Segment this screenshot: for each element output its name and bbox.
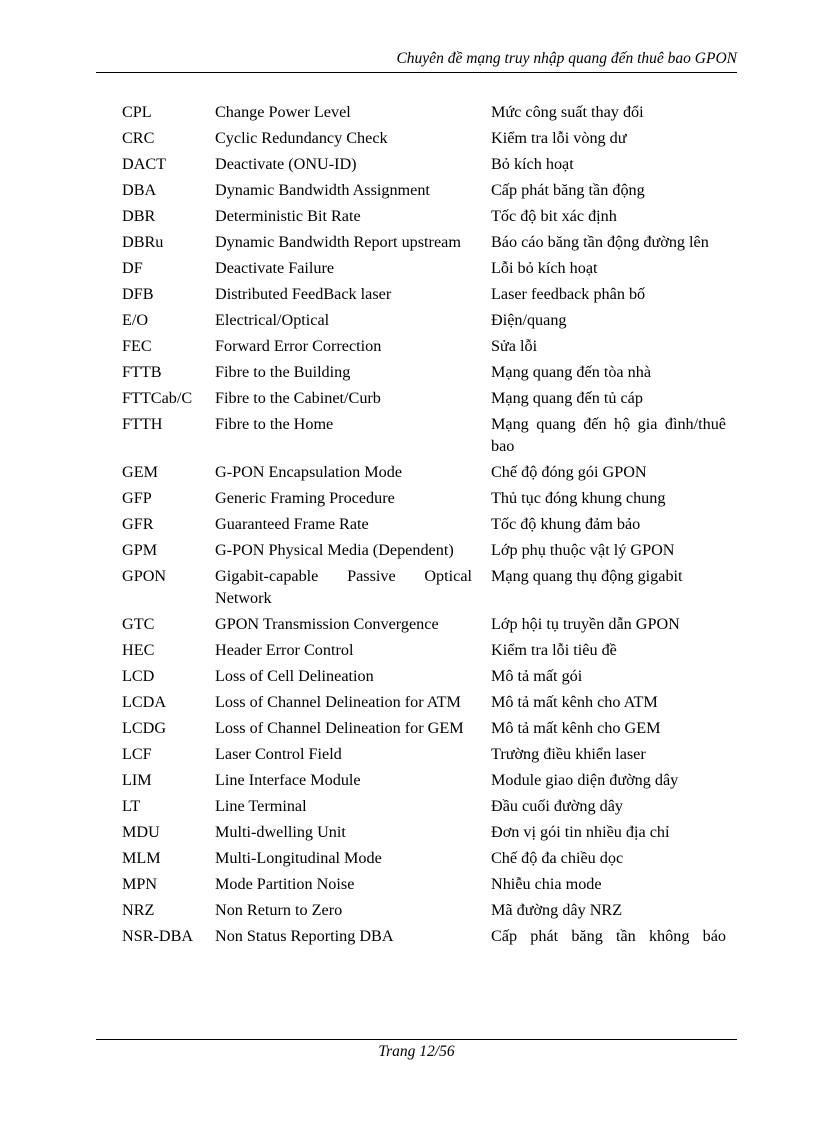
- table-row: [122, 769, 726, 795]
- abbreviation-cell: FTTH: [122, 415, 163, 433]
- table-row: [122, 665, 726, 691]
- table-row: [122, 461, 726, 487]
- english-term-cell: Non Return to Zero: [215, 901, 343, 919]
- vietnamese-term-cell: Lỗi bỏ kích hoạt: [491, 259, 598, 277]
- vietnamese-term-cell: Tốc độ khung đảm bảo: [491, 515, 641, 533]
- english-term-cell: Fibre to the Building: [215, 363, 351, 381]
- abbreviation-cell: MPN: [122, 875, 158, 893]
- english-term-cell: Fibre to the Home: [215, 415, 334, 433]
- abbreviation-table-body: [122, 101, 726, 951]
- english-term-cell: Multi-dwelling Unit: [215, 823, 346, 841]
- vietnamese-term-cell: Đơn vị gói tin nhiều địa chỉ: [491, 823, 670, 841]
- vietnamese-term-cell: Đầu cuối đường dây: [491, 797, 623, 815]
- abbreviation-table: [122, 101, 726, 951]
- vietnamese-term-cell: Mức công suất thay đổi: [491, 103, 644, 121]
- table-row: [122, 487, 726, 513]
- english-term-cell: G-PON Physical Media (Dependent): [215, 541, 454, 559]
- vietnamese-term-cell: Tốc độ bit xác định: [491, 207, 617, 225]
- abbreviation-cell: LCF: [122, 745, 152, 763]
- abbreviation-cell: LT: [122, 797, 141, 815]
- table-row: [122, 539, 726, 565]
- english-term-cell: Laser Control Field: [215, 745, 342, 763]
- vietnamese-term-cell: Điện/quang: [491, 311, 567, 329]
- table-row: [122, 101, 726, 127]
- vietnamese-term-cell: Mạng quang đến tủ cáp: [491, 389, 643, 407]
- abbreviation-cell: NRZ: [122, 901, 155, 919]
- english-term-cell: Electrical/Optical: [215, 311, 330, 329]
- vietnamese-term-cell: Mạng quang đến tòa nhà: [491, 363, 652, 381]
- vietnamese-term-cell: Cấp phát băng tần không báo: [491, 927, 726, 945]
- header-rule: [96, 72, 737, 73]
- english-term-cell: Dynamic Bandwidth Report upstream: [215, 233, 461, 251]
- table-row: [122, 717, 726, 743]
- abbreviation-cell: GPON: [122, 567, 167, 585]
- abbreviation-cell: GTC: [122, 615, 155, 633]
- table-row: [122, 413, 726, 461]
- vietnamese-term-cell: Mã đường dây NRZ: [491, 901, 623, 919]
- table-row: [122, 179, 726, 205]
- abbreviation-cell: GFP: [122, 489, 152, 507]
- vietnamese-term-cell: Mô tả mất kênh cho ATM: [491, 693, 658, 711]
- table-row: [122, 565, 726, 613]
- table-row: [122, 231, 726, 257]
- english-term-cell: Loss of Channel Delineation for ATM: [215, 693, 461, 711]
- abbreviation-cell: E/O: [122, 311, 149, 329]
- vietnamese-term-cell: Chế độ đa chiều dọc: [491, 849, 624, 867]
- vietnamese-term-cell: Mô tả mất gói: [491, 667, 583, 685]
- english-term-cell: Mode Partition Noise: [215, 875, 355, 893]
- abbreviation-cell: DBRu: [122, 233, 164, 251]
- table-row: [122, 743, 726, 769]
- vietnamese-term-cell: Trường điều khiển laser: [491, 745, 646, 763]
- english-term-cell: Dynamic Bandwidth Assignment: [215, 181, 430, 199]
- vietnamese-term-cell: Sửa lỗi: [491, 337, 538, 355]
- abbreviation-cell: CPL: [122, 103, 152, 121]
- table-row: [122, 821, 726, 847]
- table-row: [122, 513, 726, 539]
- english-term-cell: Generic Framing Procedure: [215, 489, 395, 507]
- abbreviation-cell: NSR-DBA: [122, 927, 194, 945]
- english-term-cell: GPON Transmission Convergence: [215, 615, 439, 633]
- english-term-cell: Header Error Control: [215, 641, 354, 659]
- english-term-cell: Line Interface Module: [215, 771, 361, 789]
- abbreviation-cell: FTTCab/C: [122, 389, 193, 407]
- vietnamese-term-cell: Chế độ đóng gói GPON: [491, 463, 647, 481]
- abbreviation-cell: GEM: [122, 463, 158, 481]
- english-term-cell: Guaranteed Frame Rate: [215, 515, 369, 533]
- vietnamese-term-cell: Lớp hội tụ truyền dẫn GPON: [491, 615, 680, 633]
- vietnamese-term-cell: Kiểm tra lỗi vòng dư: [491, 129, 627, 147]
- table-row: [122, 847, 726, 873]
- abbreviation-cell: LCDG: [122, 719, 167, 737]
- vietnamese-term-cell: Mô tả mất kênh cho GEM: [491, 719, 661, 737]
- english-term-cell: Deactivate (ONU-ID): [215, 155, 357, 173]
- english-term-cell: Gigabit-capable Passive Optical Network: [215, 567, 472, 607]
- page-footer: Trang 12/56: [378, 1043, 455, 1060]
- table-row: [122, 613, 726, 639]
- table-row: [122, 205, 726, 231]
- table-row: [122, 361, 726, 387]
- table-row: [122, 153, 726, 179]
- vietnamese-term-cell: Cấp phát băng tần động: [491, 181, 645, 199]
- abbreviation-cell: FTTB: [122, 363, 162, 381]
- english-term-cell: Non Status Reporting DBA: [215, 927, 394, 945]
- vietnamese-term-cell: Module giao diện đường dây: [491, 771, 679, 789]
- table-row: [122, 925, 726, 951]
- abbreviation-cell: DBR: [122, 207, 156, 225]
- abbreviation-cell: DBA: [122, 181, 157, 199]
- abbreviation-cell: LCD: [122, 667, 155, 685]
- vietnamese-term-cell: Laser feedback phân bố: [491, 285, 646, 303]
- abbreviation-cell: GPM: [122, 541, 158, 559]
- english-term-cell: Deactivate Failure: [215, 259, 335, 277]
- abbreviation-cell: HEC: [122, 641, 155, 659]
- english-term-cell: Distributed FeedBack laser: [215, 285, 392, 303]
- abbreviation-cell: LCDA: [122, 693, 167, 711]
- abbreviation-cell: CRC: [122, 129, 155, 147]
- table-row: [122, 691, 726, 717]
- english-term-cell: Deterministic Bit Rate: [215, 207, 361, 225]
- table-row: [122, 335, 726, 361]
- abbreviation-cell: GFR: [122, 515, 154, 533]
- table-row: [122, 309, 726, 335]
- english-term-cell: Loss of Channel Delineation for GEM: [215, 719, 464, 737]
- table-row: [122, 283, 726, 309]
- table-row: [122, 127, 726, 153]
- abbreviation-cell: FEC: [122, 337, 152, 355]
- table-row: [122, 639, 726, 665]
- english-term-cell: Fibre to the Cabinet/Curb: [215, 389, 381, 407]
- page-header: Chuyên đề mạng truy nhập quang đến thuê bao GPON: [396, 50, 737, 67]
- english-term-cell: Change Power Level: [215, 103, 351, 121]
- vietnamese-term-cell: Báo cáo băng tần động đường lên: [491, 233, 709, 251]
- vietnamese-term-cell: Mạng quang thụ động gigabit: [491, 567, 683, 585]
- table-row: [122, 899, 726, 925]
- table-row: [122, 387, 726, 413]
- english-term-cell: Cyclic Redundancy Check: [215, 129, 388, 147]
- table-row: [122, 873, 726, 899]
- abbreviation-cell: LIM: [122, 771, 152, 789]
- table-row: [122, 795, 726, 821]
- vietnamese-term-cell: Kiểm tra lỗi tiêu đề: [491, 641, 617, 659]
- abbreviation-cell: DFB: [122, 285, 154, 303]
- abbreviation-cell: MLM: [122, 849, 161, 867]
- vietnamese-term-cell: Thủ tục đóng khung chung: [491, 489, 666, 507]
- vietnamese-term-cell: Nhiễu chia mode: [491, 875, 602, 893]
- vietnamese-term-cell: Lớp phụ thuộc vật lý GPON: [491, 541, 675, 559]
- english-term-cell: Line Terminal: [215, 797, 307, 815]
- abbreviation-cell: MDU: [122, 823, 160, 841]
- english-term-cell: Multi-Longitudinal Mode: [215, 849, 382, 867]
- english-term-cell: Forward Error Correction: [215, 337, 382, 355]
- footer-rule: [96, 1039, 737, 1040]
- abbreviation-cell: DACT: [122, 155, 167, 173]
- abbreviation-cell: DF: [122, 259, 143, 277]
- table-row: [122, 257, 726, 283]
- english-term-cell: G-PON Encapsulation Mode: [215, 463, 403, 481]
- english-term-cell: Loss of Cell Delineation: [215, 667, 374, 685]
- vietnamese-term-cell: Bỏ kích hoạt: [491, 155, 574, 173]
- vietnamese-term-cell: Mạng quang đến hộ gia đình/thuê bao: [491, 415, 726, 455]
